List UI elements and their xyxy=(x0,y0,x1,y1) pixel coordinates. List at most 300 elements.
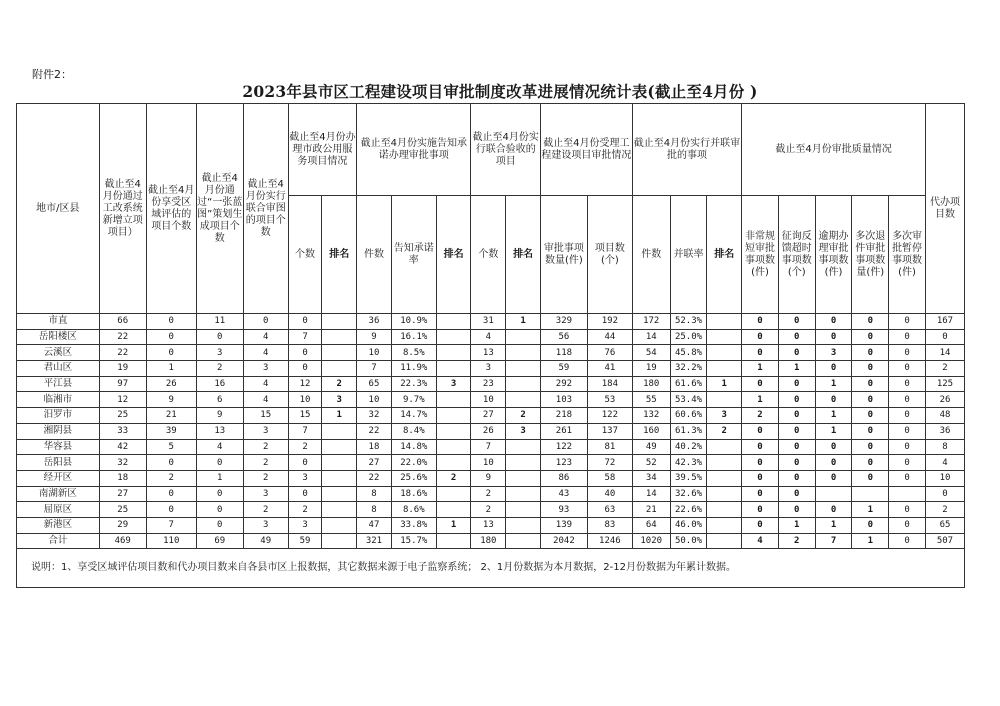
table-cell: 0 xyxy=(288,455,322,471)
table-cell: 0 xyxy=(815,329,852,345)
table-cell: 23 xyxy=(471,376,506,392)
table-row xyxy=(17,517,965,533)
table-cell: 0 xyxy=(852,470,889,486)
table-cell: 9 xyxy=(196,408,243,424)
table-cell: 0 xyxy=(742,455,779,471)
table-row xyxy=(17,533,965,549)
table-cell xyxy=(506,533,541,549)
table-cell: 1 xyxy=(436,517,471,533)
table-cell: 8 xyxy=(357,486,392,502)
table-cell xyxy=(436,408,471,424)
region-cell: 华容县 xyxy=(17,439,100,455)
table-cell: 86 xyxy=(540,470,587,486)
header-new-projects: 截止至4月份通过工改系统新增立项项目） xyxy=(99,104,146,314)
table-cell xyxy=(436,314,471,330)
header-commit-rate: 告知承诺率 xyxy=(391,196,436,314)
table-cell: 12 xyxy=(99,392,146,408)
table-cell: 0 xyxy=(146,314,196,330)
table-cell: 14 xyxy=(632,329,670,345)
header-joint-accept: 截止至4月份实行联合验收的项目 xyxy=(471,104,540,196)
table-cell: 52.3% xyxy=(670,314,707,330)
table-cell: 0 xyxy=(778,455,815,471)
table-cell: 0 xyxy=(852,439,889,455)
table-cell xyxy=(322,361,357,377)
table-cell: 15 xyxy=(288,408,322,424)
table-cell: 0 xyxy=(889,376,926,392)
table-cell xyxy=(506,470,541,486)
table-cell xyxy=(707,361,742,377)
table-cell: 0 xyxy=(852,314,889,330)
table-cell: 0 xyxy=(815,470,852,486)
table-cell: 0 xyxy=(815,439,852,455)
table-cell: 0 xyxy=(852,329,889,345)
table-cell xyxy=(889,486,926,502)
table-row xyxy=(17,439,965,455)
table-cell: 3 xyxy=(196,345,243,361)
table-cell: 0 xyxy=(815,314,852,330)
table-cell xyxy=(707,470,742,486)
table-cell xyxy=(506,517,541,533)
table-cell: 4 xyxy=(925,455,964,471)
statistics-table xyxy=(16,103,965,588)
table-cell: 0 xyxy=(196,329,243,345)
table-cell: 110 xyxy=(146,533,196,549)
table-cell: 123 xyxy=(540,455,587,471)
attachment-label: 附件2： xyxy=(32,68,72,81)
table-cell: 7 xyxy=(288,329,322,345)
table-cell: 27 xyxy=(99,486,146,502)
table-cell xyxy=(322,517,357,533)
table-cell: 26 xyxy=(925,392,964,408)
header-parallel-rank: 排名 xyxy=(707,196,742,314)
table-cell: 1020 xyxy=(632,533,670,549)
table-cell xyxy=(436,455,471,471)
table-cell: 0 xyxy=(815,502,852,518)
table-cell: 60.6% xyxy=(670,408,707,424)
table-cell: 10.9% xyxy=(391,314,436,330)
table-cell: 25.0% xyxy=(670,329,707,345)
region-cell: 市直 xyxy=(17,314,100,330)
table-cell: 42.3% xyxy=(670,455,707,471)
table-cell: 0 xyxy=(146,329,196,345)
table-cell xyxy=(436,486,471,502)
table-cell: 1 xyxy=(742,361,779,377)
table-cell: 0 xyxy=(889,314,926,330)
table-cell: 39 xyxy=(146,423,196,439)
header-parallel: 截止至4月份实行并联审批的事项 xyxy=(632,104,741,196)
table-cell: 0 xyxy=(852,376,889,392)
table-cell: 8 xyxy=(925,439,964,455)
table-row xyxy=(17,470,965,486)
table-cell: 27 xyxy=(357,455,392,471)
table-cell xyxy=(322,486,357,502)
table-cell: 2 xyxy=(707,423,742,439)
table-cell: 4 xyxy=(243,329,288,345)
table-cell: 0 xyxy=(288,314,322,330)
header-accept-rank: 排名 xyxy=(506,196,541,314)
table-cell: 0 xyxy=(288,345,322,361)
table-cell: 0 xyxy=(889,439,926,455)
table-cell: 8.4% xyxy=(391,423,436,439)
table-cell xyxy=(506,329,541,345)
table-cell: 97 xyxy=(99,376,146,392)
header-parallel-rate: 并联率 xyxy=(670,196,707,314)
table-cell: 22 xyxy=(357,470,392,486)
table-cell: 0 xyxy=(742,423,779,439)
table-cell: 26 xyxy=(471,423,506,439)
table-cell: 160 xyxy=(632,423,670,439)
table-cell: 1 xyxy=(815,408,852,424)
table-cell xyxy=(707,517,742,533)
table-cell: 59 xyxy=(288,533,322,549)
table-cell: 32 xyxy=(99,455,146,471)
table-cell: 50.0% xyxy=(670,533,707,549)
table-cell: 0 xyxy=(196,486,243,502)
table-cell: 1 xyxy=(778,361,815,377)
table-cell xyxy=(436,392,471,408)
table-cell: 53 xyxy=(587,392,632,408)
table-cell xyxy=(506,455,541,471)
region-cell: 岳阳楼区 xyxy=(17,329,100,345)
table-cell: 13 xyxy=(196,423,243,439)
table-cell: 7 xyxy=(146,517,196,533)
table-cell: 93 xyxy=(540,502,587,518)
table-cell xyxy=(815,486,852,502)
table-cell xyxy=(436,361,471,377)
table-cell: 47 xyxy=(357,517,392,533)
table-cell: 1 xyxy=(322,408,357,424)
table-cell: 172 xyxy=(632,314,670,330)
table-cell: 7 xyxy=(288,423,322,439)
table-cell: 1 xyxy=(146,361,196,377)
table-cell: 3 xyxy=(707,408,742,424)
table-cell: 83 xyxy=(587,517,632,533)
table-cell xyxy=(436,439,471,455)
table-cell: 36 xyxy=(925,423,964,439)
table-cell: 3 xyxy=(243,361,288,377)
header-parallel-items: 件数 xyxy=(632,196,670,314)
table-cell: 0 xyxy=(243,314,288,330)
table-cell xyxy=(707,439,742,455)
table-cell: 10 xyxy=(357,345,392,361)
table-note: 说明：1、享受区域评估项目数和代办项目数来自各县市区上报数据，其它数据来源于电子监察系统； 2、1月份数据为本月数据，2-12月份数据为年累计数据。 xyxy=(17,549,965,588)
table-cell: 32 xyxy=(357,408,392,424)
table-cell: 137 xyxy=(587,423,632,439)
table-cell: 0 xyxy=(852,455,889,471)
table-cell xyxy=(707,329,742,345)
table-row xyxy=(17,455,965,471)
header-abnormal-short: 非常规短审批事项数(件) xyxy=(742,196,779,314)
table-cell: 19 xyxy=(99,361,146,377)
table-row xyxy=(17,486,965,502)
table-cell: 64 xyxy=(632,517,670,533)
region-cell: 新港区 xyxy=(17,517,100,533)
table-cell: 1 xyxy=(852,533,889,549)
table-cell: 2 xyxy=(925,502,964,518)
table-cell: 5 xyxy=(146,439,196,455)
table-cell: 40.2% xyxy=(670,439,707,455)
table-cell: 321 xyxy=(357,533,392,549)
table-cell: 56 xyxy=(540,329,587,345)
table-cell: 1 xyxy=(506,314,541,330)
table-cell: 180 xyxy=(471,533,506,549)
table-cell: 19 xyxy=(632,361,670,377)
table-cell: 218 xyxy=(540,408,587,424)
region-cell: 君山区 xyxy=(17,361,100,377)
table-cell: 0 xyxy=(778,470,815,486)
table-cell: 139 xyxy=(540,517,587,533)
table-cell: 0 xyxy=(889,329,926,345)
table-cell: 21 xyxy=(146,408,196,424)
table-cell: 54 xyxy=(632,345,670,361)
table-cell xyxy=(707,392,742,408)
table-cell: 469 xyxy=(99,533,146,549)
table-cell xyxy=(506,361,541,377)
table-cell: 49 xyxy=(632,439,670,455)
table-cell: 18 xyxy=(99,470,146,486)
table-cell: 3 xyxy=(243,517,288,533)
table-cell: 3 xyxy=(243,423,288,439)
table-cell xyxy=(436,329,471,345)
table-cell: 3 xyxy=(815,345,852,361)
table-cell: 0 xyxy=(815,455,852,471)
table-cell: 0 xyxy=(742,345,779,361)
table-cell: 0 xyxy=(889,517,926,533)
table-cell: 1 xyxy=(778,517,815,533)
table-cell: 9 xyxy=(146,392,196,408)
table-cell: 7 xyxy=(471,439,506,455)
table-cell: 118 xyxy=(540,345,587,361)
region-cell: 汨罗市 xyxy=(17,408,100,424)
table-cell: 18 xyxy=(357,439,392,455)
table-cell: 0 xyxy=(196,502,243,518)
table-cell: 2 xyxy=(243,439,288,455)
table-cell: 1 xyxy=(742,392,779,408)
table-cell: 0 xyxy=(852,517,889,533)
table-row xyxy=(17,361,965,377)
table-cell: 65 xyxy=(925,517,964,533)
table-cell xyxy=(436,423,471,439)
table-cell: 48 xyxy=(925,408,964,424)
table-cell: 3 xyxy=(436,376,471,392)
table-cell: 10 xyxy=(925,470,964,486)
table-cell: 4 xyxy=(196,439,243,455)
header-multi-suspend: 多次审批暂停事项数(件) xyxy=(889,196,926,314)
table-cell: 3 xyxy=(506,423,541,439)
table-cell: 1 xyxy=(196,470,243,486)
table-cell xyxy=(322,329,357,345)
table-cell: 53.4% xyxy=(670,392,707,408)
table-cell: 14.7% xyxy=(391,408,436,424)
table-cell: 0 xyxy=(778,502,815,518)
table-cell: 2042 xyxy=(540,533,587,549)
header-overdue: 逾期办理审批事项数(件) xyxy=(815,196,852,314)
table-cell: 0 xyxy=(778,408,815,424)
table-cell xyxy=(506,376,541,392)
table-cell: 9 xyxy=(471,470,506,486)
header-agency: 代办项目数 xyxy=(925,104,964,314)
table-cell: 4 xyxy=(243,345,288,361)
table-cell: 0 xyxy=(852,408,889,424)
table-cell xyxy=(436,502,471,518)
table-cell: 25 xyxy=(99,408,146,424)
table-cell: 8.6% xyxy=(391,502,436,518)
table-cell: 0 xyxy=(146,455,196,471)
table-cell: 0 xyxy=(778,439,815,455)
table-cell: 6 xyxy=(196,392,243,408)
table-cell: 4 xyxy=(471,329,506,345)
table-cell: 0 xyxy=(852,423,889,439)
table-cell: 55 xyxy=(632,392,670,408)
table-cell: 10 xyxy=(357,392,392,408)
table-cell: 43 xyxy=(540,486,587,502)
header-joint-drawing: 截止至4月份实行联合审图的项目个数 xyxy=(243,104,288,314)
table-cell: 132 xyxy=(632,408,670,424)
region-cell: 湘阴县 xyxy=(17,423,100,439)
table-cell: 0 xyxy=(742,314,779,330)
table-cell: 29 xyxy=(99,517,146,533)
table-cell: 0 xyxy=(889,470,926,486)
region-cell: 平江县 xyxy=(17,376,100,392)
region-cell: 屈原区 xyxy=(17,502,100,518)
table-cell: 0 xyxy=(778,486,815,502)
table-cell: 61.3% xyxy=(670,423,707,439)
table-cell xyxy=(436,533,471,549)
header-feedback-timeout: 征询反馈超时事项数(个) xyxy=(778,196,815,314)
header-region: 地市/区县 xyxy=(17,104,100,314)
table-cell: 0 xyxy=(889,533,926,549)
table-cell: 13 xyxy=(471,345,506,361)
header-commit-items: 件数 xyxy=(357,196,392,314)
table-cell: 9.7% xyxy=(391,392,436,408)
table-row xyxy=(17,376,965,392)
region-cell: 云溪区 xyxy=(17,345,100,361)
table-cell xyxy=(707,502,742,518)
table-cell: 40 xyxy=(587,486,632,502)
table-cell: 32.2% xyxy=(670,361,707,377)
table-cell: 41 xyxy=(587,361,632,377)
region-cell: 南湖新区 xyxy=(17,486,100,502)
table-cell: 18.6% xyxy=(391,486,436,502)
table-cell: 7 xyxy=(357,361,392,377)
table-cell: 31 xyxy=(471,314,506,330)
table-cell: 33.8% xyxy=(391,517,436,533)
table-cell: 261 xyxy=(540,423,587,439)
table-cell: 16.1% xyxy=(391,329,436,345)
table-cell xyxy=(322,314,357,330)
table-cell: 2 xyxy=(506,408,541,424)
table-cell: 42 xyxy=(99,439,146,455)
table-cell xyxy=(506,486,541,502)
table-cell: 292 xyxy=(540,376,587,392)
table-cell: 32.6% xyxy=(670,486,707,502)
table-cell: 0 xyxy=(146,486,196,502)
table-cell: 1 xyxy=(815,376,852,392)
table-cell xyxy=(322,345,357,361)
header-public-service: 截止至4月份办理市政公用服务项目情况 xyxy=(288,104,356,196)
table-cell: 25.6% xyxy=(391,470,436,486)
table-cell: 34 xyxy=(632,470,670,486)
table-cell: 0 xyxy=(742,502,779,518)
table-cell: 0 xyxy=(778,423,815,439)
table-cell: 11 xyxy=(196,314,243,330)
table-cell xyxy=(852,486,889,502)
table-cell: 33 xyxy=(99,423,146,439)
table-cell: 72 xyxy=(587,455,632,471)
table-cell: 22.3% xyxy=(391,376,436,392)
table-row xyxy=(17,392,965,408)
header-accept-count: 个数 xyxy=(471,196,506,314)
table-cell: 36 xyxy=(357,314,392,330)
table-cell: 2 xyxy=(146,470,196,486)
table-cell: 0 xyxy=(146,502,196,518)
table-cell: 52 xyxy=(632,455,670,471)
table-cell: 7 xyxy=(815,533,852,549)
table-cell: 0 xyxy=(196,455,243,471)
table-row xyxy=(17,329,965,345)
table-cell: 2 xyxy=(925,361,964,377)
table-cell: 2 xyxy=(471,502,506,518)
header-multi-return: 多次退件审批事项数量(件) xyxy=(852,196,889,314)
table-cell: 329 xyxy=(540,314,587,330)
table-cell: 0 xyxy=(852,361,889,377)
table-cell: 21 xyxy=(632,502,670,518)
table-cell: 0 xyxy=(889,502,926,518)
header-regional-eval: 截止至4月份享受区域评估的项目个数 xyxy=(146,104,196,314)
table-cell: 39.5% xyxy=(670,470,707,486)
header-project-count: 项目数(个) xyxy=(587,196,632,314)
table-cell xyxy=(322,470,357,486)
table-cell: 22.6% xyxy=(670,502,707,518)
table-cell: 81 xyxy=(587,439,632,455)
table-cell: 44 xyxy=(587,329,632,345)
table-cell: 16 xyxy=(196,376,243,392)
table-cell: 1 xyxy=(707,376,742,392)
table-cell: 3 xyxy=(243,486,288,502)
table-cell xyxy=(322,455,357,471)
table-cell: 3 xyxy=(471,361,506,377)
table-cell: 14 xyxy=(925,345,964,361)
table-cell: 3 xyxy=(322,392,357,408)
table-cell: 0 xyxy=(889,392,926,408)
table-cell: 2 xyxy=(322,376,357,392)
table-cell: 0 xyxy=(742,439,779,455)
table-cell: 2 xyxy=(243,470,288,486)
table-cell: 69 xyxy=(196,533,243,549)
table-cell: 0 xyxy=(889,408,926,424)
table-cell: 2 xyxy=(436,470,471,486)
table-cell: 1 xyxy=(815,517,852,533)
table-cell: 46.0% xyxy=(670,517,707,533)
table-cell: 59 xyxy=(540,361,587,377)
table-cell: 22.0% xyxy=(391,455,436,471)
table-cell xyxy=(322,533,357,549)
table-cell: 14 xyxy=(632,486,670,502)
table-cell: 0 xyxy=(778,314,815,330)
table-cell: 0 xyxy=(889,423,926,439)
table-cell: 0 xyxy=(778,392,815,408)
table-cell: 0 xyxy=(288,361,322,377)
table-cell: 0 xyxy=(815,392,852,408)
table-cell: 2 xyxy=(778,533,815,549)
table-cell xyxy=(707,486,742,502)
table-body xyxy=(17,314,965,549)
table-cell: 3 xyxy=(288,470,322,486)
table-cell: 11.9% xyxy=(391,361,436,377)
table-cell: 2 xyxy=(243,502,288,518)
table-cell: 49 xyxy=(243,533,288,549)
table-cell xyxy=(506,439,541,455)
